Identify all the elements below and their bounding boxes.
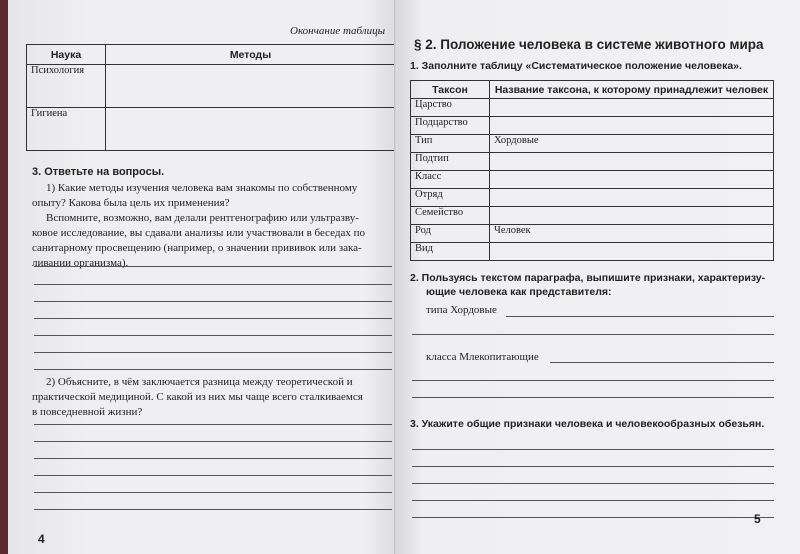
taxon-name-cell[interactable]: [490, 189, 774, 207]
answer-line[interactable]: [506, 316, 774, 317]
answer-line[interactable]: [34, 352, 392, 353]
header-taxon: Таксон: [411, 81, 490, 99]
page-number-left: 4: [38, 532, 45, 546]
answer-line[interactable]: [34, 509, 392, 510]
answer-line[interactable]: [34, 301, 392, 302]
task3-heading-right: 3. Укажите общие признаки человека и человекообразных обезьян.: [410, 418, 765, 430]
taxon-name-cell[interactable]: [490, 117, 774, 135]
answer-line[interactable]: [412, 517, 774, 518]
row-psychology: Психология: [27, 65, 106, 108]
task2-line2: ющие человека как представителя:: [426, 286, 612, 298]
row-hygiene: Гигиена: [27, 108, 106, 151]
answer-line[interactable]: [412, 500, 774, 501]
answer-line[interactable]: [412, 449, 774, 450]
answer-line[interactable]: [412, 466, 774, 467]
answer-line[interactable]: [34, 369, 392, 370]
task1-heading: 1. Заполните таблицу «Систематическое положение человека».: [410, 60, 742, 72]
answer-line[interactable]: [34, 266, 392, 267]
answer-line[interactable]: [412, 334, 774, 335]
q1-line1: 1) Какие методы изучения человека вам знакомы по собственному: [46, 182, 358, 194]
task3-heading: 3. Ответьте на вопросы.: [32, 166, 165, 178]
science-methods-table: [26, 44, 396, 151]
hint-line1: Вспомните, возможно, вам делали рентгенографию или ультразву-: [46, 212, 359, 224]
task3-question1: [32, 181, 394, 271]
q2-line3: в повседневной жизни?: [32, 406, 143, 418]
answer-line[interactable]: [34, 492, 392, 493]
answer-line[interactable]: [34, 458, 392, 459]
answer-line[interactable]: [550, 362, 774, 363]
answer-line[interactable]: [412, 380, 774, 381]
taxon-name-cell[interactable]: Хордовые: [490, 135, 774, 153]
taxon-name-cell[interactable]: Человек: [490, 225, 774, 243]
taxon-name-cell[interactable]: [490, 171, 774, 189]
right-page: [398, 0, 800, 554]
class-mammalia-label: класса Млекопитающие: [426, 351, 539, 363]
header-methods: Методы: [106, 45, 396, 65]
taxon-family: Семейство: [411, 207, 490, 225]
taxon-name-cell[interactable]: [490, 207, 774, 225]
taxon-species: Вид: [411, 243, 490, 261]
taxon-subphylum: Подтип: [411, 153, 490, 171]
taxon-class: Класс: [411, 171, 490, 189]
taxon-phylum: Тип: [411, 135, 490, 153]
taxon-kingdom: Царство: [411, 99, 490, 117]
header-taxon-name: Название таксона, к которому принадлежит человек: [490, 81, 774, 99]
section-title: § 2. Положение человека в системе животного мира: [414, 37, 764, 52]
taxon-subkingdom: Подцарство: [411, 117, 490, 135]
taxon-genus: Род: [411, 225, 490, 243]
taxon-name-cell[interactable]: [490, 99, 774, 117]
taxon-name-cell[interactable]: [490, 243, 774, 261]
left-page: [8, 0, 396, 554]
task3-question2: [32, 375, 394, 420]
task2-heading: [410, 271, 790, 299]
answer-line[interactable]: [34, 318, 392, 319]
hint-line3: санитарному просвещению (например, о значении прививок или зака-: [32, 242, 362, 254]
type-chordata-label: типа Хордовые: [426, 304, 497, 316]
page-number-right: 5: [754, 512, 761, 526]
taxon-table: [410, 80, 774, 261]
task2-line1: 2. Пользуясь текстом параграфа, выпишите признаки, характеризу-: [410, 272, 766, 284]
answer-line[interactable]: [34, 335, 392, 336]
answer-line[interactable]: [34, 441, 392, 442]
answer-line[interactable]: [34, 424, 392, 425]
answer-line[interactable]: [34, 284, 392, 285]
q2-line2: практической медициной. С какой из них мы чаще всего сталкиваемся: [32, 391, 363, 403]
methods-cell-psychology[interactable]: [106, 65, 396, 108]
hint-line4: ливании организма).: [32, 257, 129, 269]
methods-cell-hygiene[interactable]: [106, 108, 396, 151]
answer-line[interactable]: [34, 475, 392, 476]
taxon-order: Отряд: [411, 189, 490, 207]
hint-line2: ковое исследование, вы сдавали анализы или участвовали в беседах по: [32, 227, 366, 239]
answer-line[interactable]: [412, 397, 774, 398]
table-caption: Окончание таблицы: [290, 25, 386, 37]
header-science: Наука: [27, 45, 106, 65]
q2-line1: 2) Объясните, в чём заключается разница между теоретической и: [46, 376, 353, 388]
q1-line2: опыту? Какова была цель их применения?: [32, 197, 230, 209]
taxon-name-cell[interactable]: [490, 153, 774, 171]
answer-line[interactable]: [412, 483, 774, 484]
